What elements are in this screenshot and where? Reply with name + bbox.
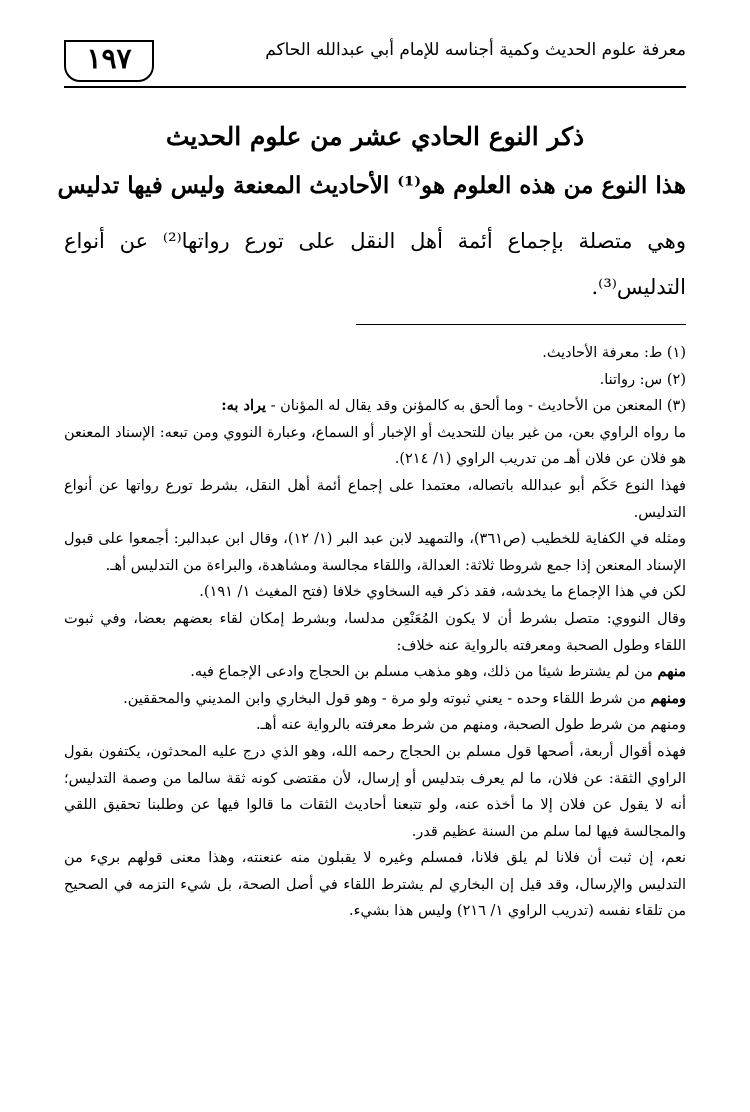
page-number: ١٩٧ (64, 40, 154, 82)
footnote-paragraph: وقال النووي: متصل بشرط أن لا يكون المُعَنْعِن مدلسا، وبشرط إمكان لقاء بعضهم بعضا، وفي ثبوت اللقاء وطول الصحبة ومعرفته بالرواية عنه خلاف: (64, 610, 686, 654)
footnote-bold-term: ومنهم (650, 689, 686, 707)
footnote-paragraph-text: من لم يشترط شيئا من ذلك، وهو مذهب مسلم بن الحجاج وادعى الإجماع فيه. (190, 664, 658, 681)
footnote-paragraph (64, 659, 686, 686)
footnote-1: (١) ط: معرفة الأحاديث. (542, 345, 686, 361)
footnote-paragraph-text: من شرط اللقاء وحده - يعني ثبوته ولو مرة - وهو قول البخاري وابن المديني والمحققين. (123, 690, 651, 707)
footnote-2: (٢) س: رواتنا. (599, 371, 686, 388)
footnote-paragraph: ما رواه الراوي بعن، من غير بيان للتحديث أو الإخبار أو السماع، وعبارة النووي ومن تبعه: الإسناد المعنعن هو فلان عن فلان أهـ من تدريب الراوي (١/ ٢١٤). (64, 424, 686, 468)
running-header (64, 34, 686, 86)
chapter-heading: ذكر النوع الحادي عشر من علوم الحديث (165, 122, 585, 151)
footnote-separator (356, 324, 686, 325)
running-header-title: معرفة علوم الحديث وكمية أجناسه للإمام أبي عبدالله الحاكم (265, 40, 686, 60)
footnote-3-intro-bold: يراد به: (221, 397, 267, 415)
footnote-paragraph: فهذا النوع حَكَم أبو عبدالله باتصاله، معتمدا على إجماع أئمة أهل النقل، بشرط تورع رواتها عن أنواع التدليس. (64, 477, 686, 521)
footnote-paragraph: ومثله في الكفاية للخطيب (ص٣٦١)، والتمهيد لابن عبد البر (١/ ١٢)، وقال ابن عبدالبر: أجمعوا على قبول الإسناد المعنعن إذا جمع شروطا ثلاثة: العدالة، واللقاء مجالسة ومشاهدة، والبراءة من التدليس أهـ. (64, 531, 686, 574)
footnote-paragraph: نعم، إن ثبت أن فلانا لم يلق فلانا، فمسلم وغيره لا يقبلون منه عنعنته، وهذا معنى قولهم بريء من التدليس والإرسال، وقد قيل إن البخاري لم يشترط اللقاء في أصل الصحة، بل شيء التزمه في الصحيح من تلقاء نفسه (تدريب الراوي ١/ ٢١٦) وليس هذا بشيء. (64, 850, 686, 920)
footnote-bold-term: منهم (657, 663, 686, 681)
footnote-paragraph (64, 686, 686, 713)
chapter-subheading: هذا النوع من هذه العلوم هو⁽¹⁾ الأحاديث المعنعة وليس فيها تدليس (57, 172, 686, 199)
footnote-3-intro (64, 393, 686, 420)
footnote-3-intro-text: (٣) المعنعن من الأحاديث - وما ألحق به كالمؤنن وقد يقال له المؤنان - (266, 398, 686, 415)
main-text: وهي متصلة بإجماع أئمة أهل النقل على تورع رواتها⁽²⁾ عن أنواع التدليس⁽³⁾. (64, 229, 686, 299)
footnotes (64, 340, 686, 925)
header-rule (64, 86, 686, 88)
footnote-paragraph: فهذه أقوال أربعة، أصحها قول مسلم بن الحجاج رحمه الله، وهو الذي درج عليه المحدثون، يكتفون بقول الراوي الثقة: عن فلان، ما لم يعرف بتدليس أو إرسال، لأن مقتضى كونه ثقة سالما من وصمة التدليس؛ أنه لا يقول عن فلان إلا ما أخذه عنه، ولو تتبعنا أحاديث الثقات ما قالوا فيها عن وطلبنا تحقيق اللقي والمجالسة فيها لما سلم من السنة عظيم قدر. (64, 743, 686, 840)
footnote-paragraph: لكن في هذا الإجماع ما يخدشه، فقد ذكر فيه السخاوي خلافا (فتح المغيث ١/ ١٩١). (199, 584, 686, 601)
footnote-paragraph: ومنهم من شرط طول الصحبة، ومنهم من شرط معرفته بالرواية عنه أهـ. (255, 717, 686, 734)
